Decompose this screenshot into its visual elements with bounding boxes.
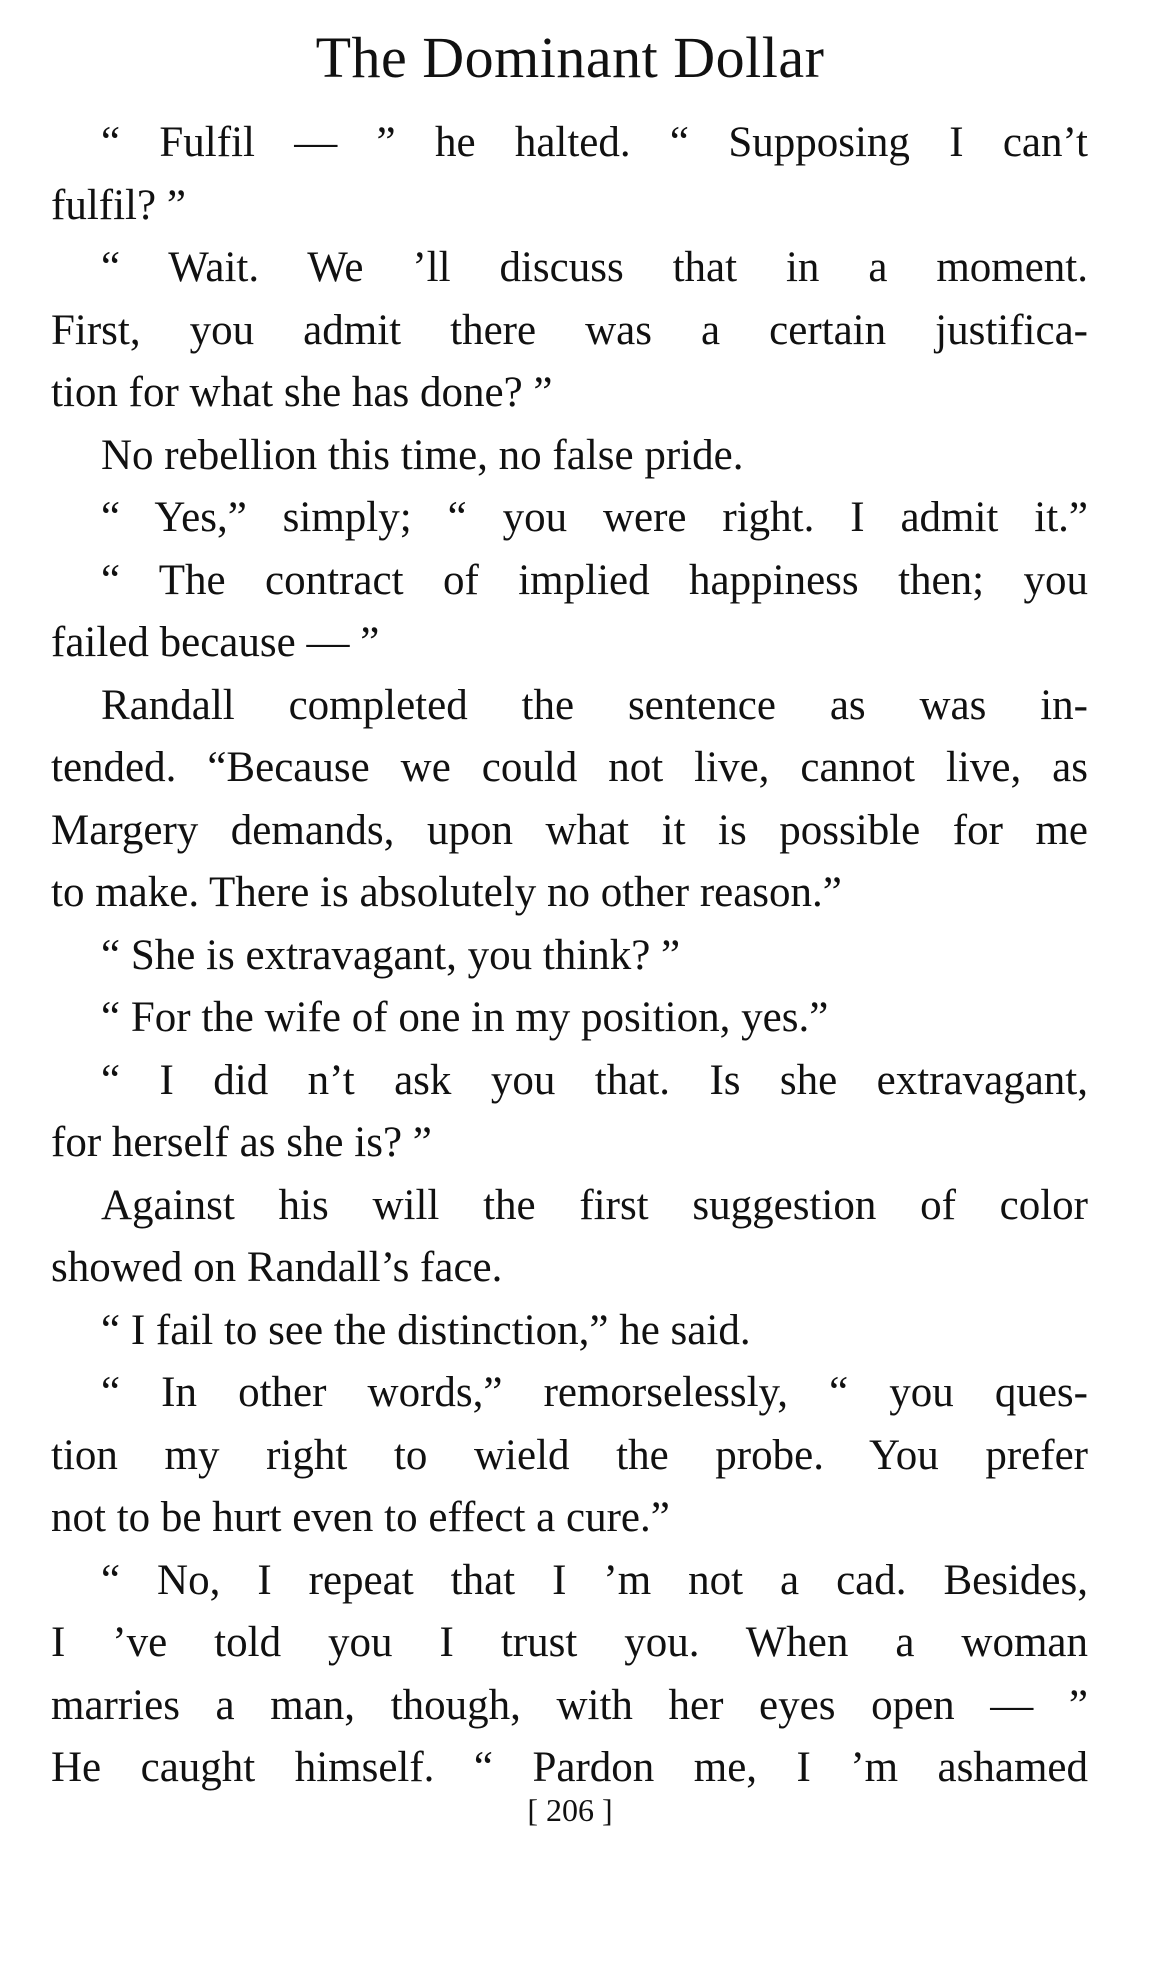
- text-line: Randall completed the sentence as was in-: [101, 681, 1088, 729]
- text-line: marries a man, though, with her eyes open — ”: [51, 1681, 1088, 1729]
- text-line: tion my right to wield the probe. You prefer: [51, 1431, 1088, 1479]
- text-line: fulfil? ”: [51, 181, 186, 229]
- text-line: “ I fail to see the distinction,” he said.: [101, 1306, 751, 1354]
- body-text: [51, 112, 1088, 1800]
- text-line: tion for what she has done? ”: [51, 369, 553, 416]
- text-line: First, you admit there was a certain justifica-: [51, 306, 1088, 354]
- text-line: No rebellion this time, no false pride.: [101, 431, 744, 479]
- text-line: for herself as she is? ”: [51, 1119, 432, 1166]
- text-line: not to be hurt even to effect a cure.”: [51, 1494, 670, 1541]
- text-line: “ Wait. We ’ll discuss that in a moment.: [101, 244, 1088, 291]
- text-line: “ Yes,” simply; “ you were right. I admit it.”: [101, 494, 1088, 541]
- text-line: “ In other words,” remorselessly, “ you ques-: [101, 1369, 1088, 1416]
- text-line: “ I did n’t ask you that. Is she extravagant,: [101, 1056, 1088, 1104]
- text-line: Against his will the first suggestion of color: [101, 1181, 1088, 1229]
- text-line: failed because — ”: [51, 619, 380, 666]
- text-line: showed on Randall’s face.: [51, 1244, 503, 1291]
- text-line: “ The contract of implied happiness then; you: [101, 556, 1088, 604]
- text-line: He caught himself. “ Pardon me, I ’m ashamed: [51, 1744, 1088, 1791]
- page-number: [ 206 ]: [527, 1792, 613, 1828]
- text-line: “ For the wife of one in my position, yes.”: [101, 994, 829, 1041]
- text-line: “ She is extravagant, you think? ”: [101, 931, 681, 979]
- running-title: The Dominant Dollar: [315, 25, 825, 90]
- text-line: to make. There is absolutely no other reason.”: [51, 869, 842, 916]
- text-line: “ Fulfil — ” he halted. “ Supposing I can’t: [101, 119, 1088, 166]
- text-line: Margery demands, upon what it is possible for me: [51, 806, 1088, 854]
- text-line: I ’ve told you I trust you. When a woman: [51, 1619, 1088, 1666]
- text-line: tended. “Because we could not live, cannot live, as: [51, 744, 1088, 791]
- text-line: “ No, I repeat that I ’m not a cad. Besides,: [101, 1556, 1088, 1604]
